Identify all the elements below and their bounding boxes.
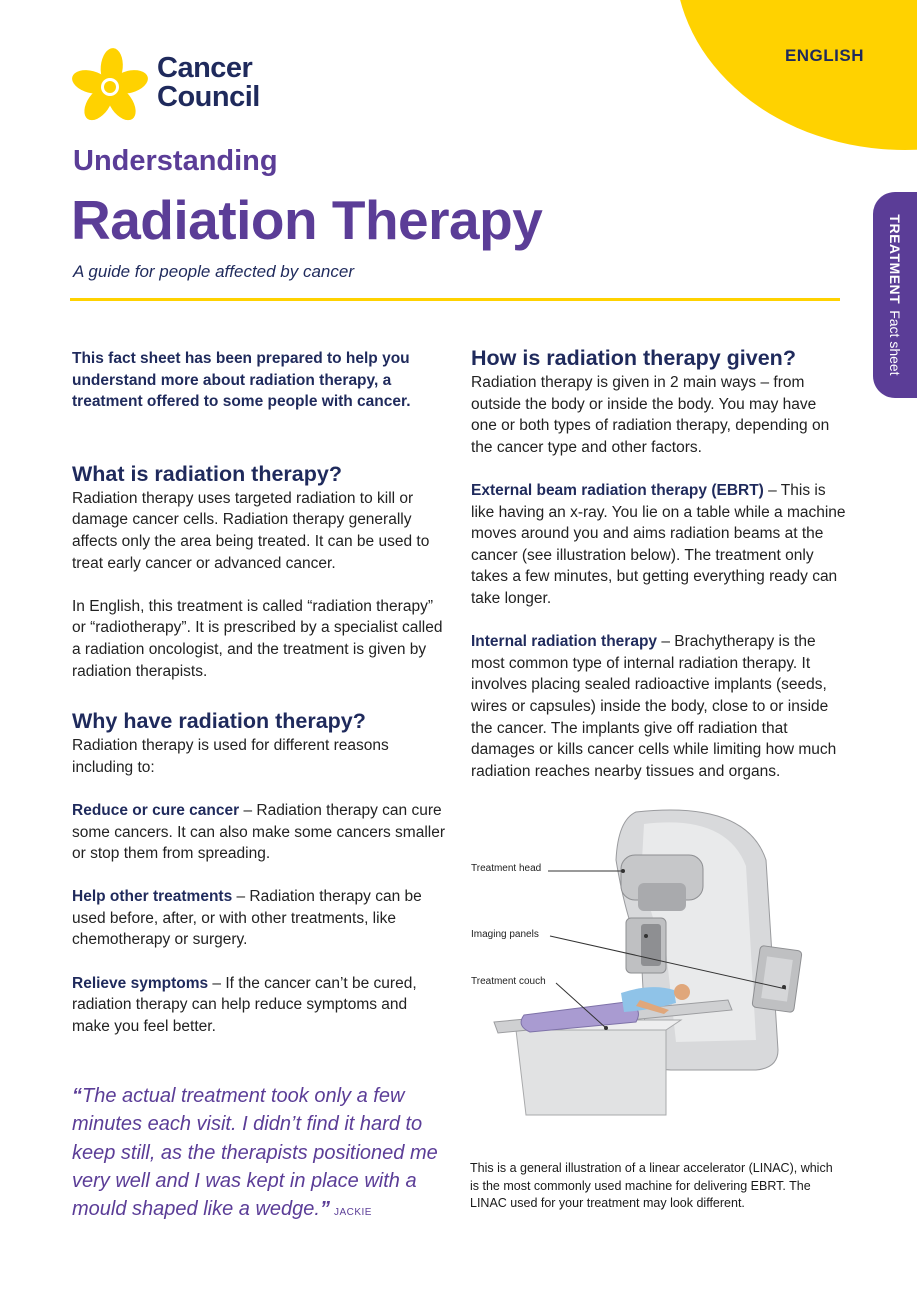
language-label: ENGLISH [784, 46, 864, 65]
what-heading: What is radiation therapy? [72, 461, 342, 486]
reduce-item [72, 800, 447, 865]
ebrt-item [471, 480, 846, 610]
relieve-item [72, 973, 447, 1038]
help-lead: Help other treatments [72, 888, 233, 906]
quote-author: JACKIE [333, 1207, 372, 1219]
relieve-text: – If the cancer can’t be cured, radiation therapy can help reduce symptoms and make you feel better. [72, 974, 417, 1035]
patient-quote [72, 1082, 452, 1227]
how-paragraph: Radiation therapy is given in 2 main ways – from outside the body or inside the body. You may have one or both types of radiation therapy, depending on the cancer type and other factors. [471, 374, 830, 456]
daffodil-logo-icon [70, 47, 150, 127]
internal-item [471, 631, 846, 782]
page-title: Radiation Therapy [71, 189, 543, 251]
quote-text: The actual treatment took only a few minutes each visit. I didn’t find it hard to keep still, as the therapists positioned me very well and I was kept in place with a mould shaped like a wedge. [72, 1085, 438, 1221]
side-tab-type: Fact sheet [887, 310, 903, 376]
internal-text: – Brachytherapy is the most common type of internal radiation therapy. It involves placing sealed radioactive implants (seeds, wires or capsules) inside the body, close to or inside the cancer. The implants give off radiation that damages or kills cancer cells while limiting how much radiation reaches nearby tissues and organs. [471, 633, 837, 780]
left-column [72, 348, 447, 1059]
help-text: – Radiation therapy can be used before, after, or with other treatments, like chemotherapy or surgery. [72, 888, 422, 949]
treatment-side-tab [873, 192, 917, 398]
relieve-lead: Relieve symptoms [72, 974, 209, 992]
linac-illustration [466, 800, 846, 1130]
internal-lead: Internal radiation therapy [471, 633, 658, 651]
title-divider [70, 298, 840, 301]
side-tab-text [887, 214, 903, 375]
label-treatment-couch: Treatment couch [471, 976, 546, 987]
yellow-corner-shape [675, 0, 917, 150]
right-column [471, 344, 846, 804]
intro-paragraph: This fact sheet has been prepared to help you understand more about radiation therapy, a treatment offered to some people with cancer. [72, 350, 411, 411]
what-paragraph-1: Radiation therapy uses targeted radiation to kill or damage cancer cells. Radiation therapy generally affects only the area being treated. It can be used to treat early cancer or advanced cancer. [72, 489, 430, 572]
quote-close-mark: ” [319, 1198, 330, 1221]
how-heading: How is radiation therapy given? [471, 346, 796, 370]
label-treatment-head: Treatment head [471, 863, 542, 874]
label-imaging-panels: Imaging panels [471, 929, 539, 940]
ebrt-lead: External beam radiation therapy (EBRT) [471, 481, 764, 499]
ebrt-text: – This is like having an x-ray. You lie on a table while a machine moves around you and aims radiation beams at the cancer (see illustration below). The treatment only takes a few minutes, but getting everything ready can take longer. [471, 481, 846, 607]
illustration-caption: This is a general illustration of a linear accelerator (LINAC), which is the most commonly used machine for delivering EBRT. The LINAC used for your treatment may look different. [470, 1161, 833, 1210]
brand-name-line2: Council [157, 81, 260, 113]
quote-open-mark: “ [72, 1085, 82, 1107]
brand-name [157, 54, 260, 112]
reduce-lead: Reduce or cure cancer [72, 801, 240, 819]
brand-name-line1: Cancer [157, 52, 253, 84]
help-item [72, 886, 447, 951]
page-subtitle: A guide for people affected by cancer [73, 262, 354, 281]
side-tab-category: TREATMENT [887, 214, 903, 305]
what-paragraph-2: In English, this treatment is called “radiation therapy” or “radiotherapy”. It is prescribed by a specialist called a radiation oncologist, and the treatment is given by radiation therapists. [72, 597, 443, 680]
title-kicker: Understanding [73, 145, 278, 177]
reduce-text: – Radiation therapy can cure some cancers. It can also make some cancers smaller or stop them from spreading. [72, 801, 445, 863]
why-heading: Why have radiation therapy? [72, 709, 366, 734]
why-intro: Radiation therapy is used for different reasons including to: [72, 737, 389, 776]
